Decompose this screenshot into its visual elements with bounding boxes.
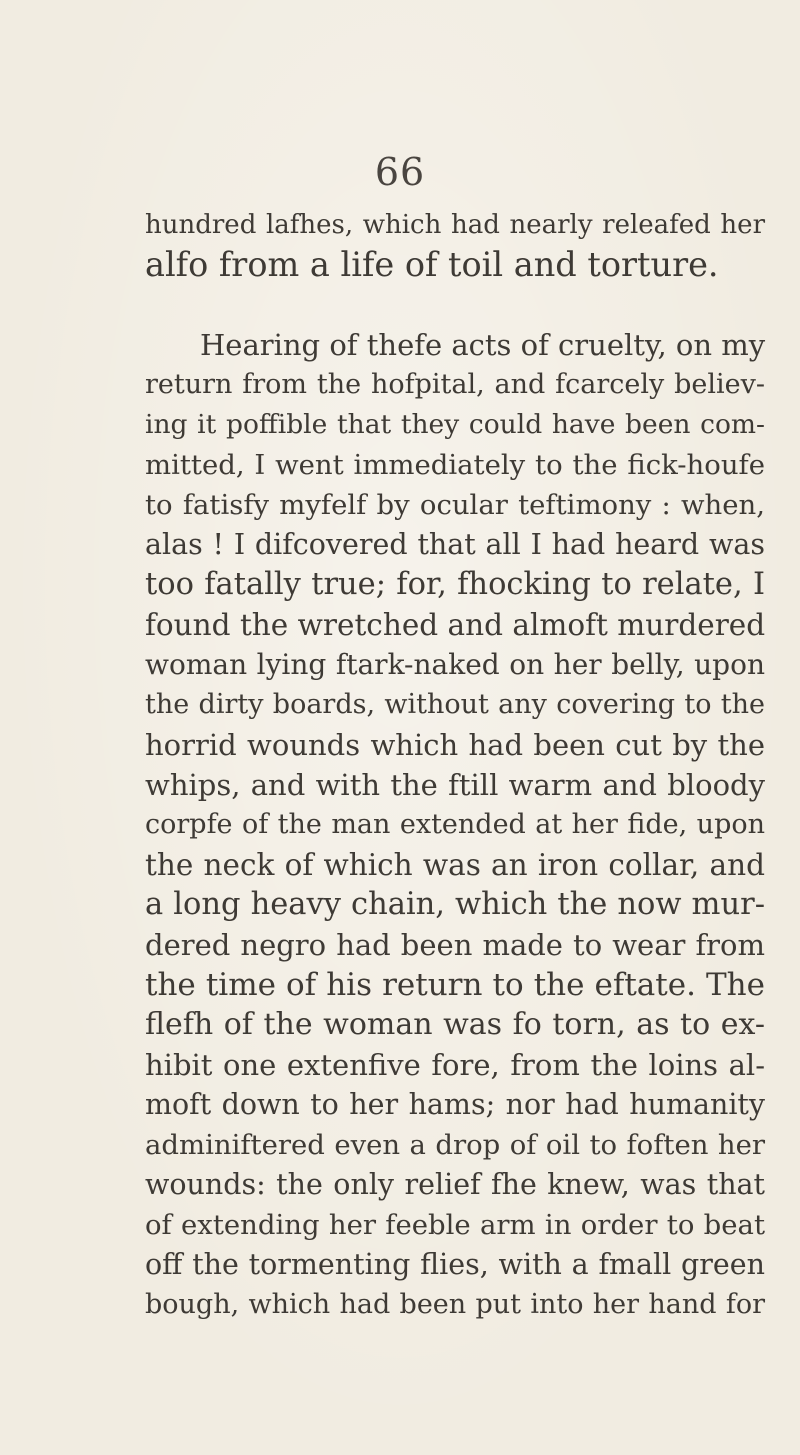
text-line: a long heavy chain, which the now mur- xyxy=(145,887,765,922)
text-line: off the tormenting flies, with a fmall green xyxy=(145,1248,765,1281)
text-line: to fatisfy myfelf by ocular teftimony : when, xyxy=(145,489,765,521)
text-line: mitted, I went immediately to the fick-houfe xyxy=(145,449,765,481)
text-line: horrid wounds which had been cut by the xyxy=(145,728,765,762)
text-line: return from the hofpital, and fcarcely believ- xyxy=(145,369,765,400)
paragraph-start-line: Hearing of thefe acts of cruelty, on my xyxy=(200,328,766,362)
text-line: alas ! I difcovered that all I had heard was xyxy=(145,528,765,561)
text-line: hibit one extenfive fore, from the loins al- xyxy=(145,1048,765,1082)
text-line: flefh of the woman was fo torn, as to ex- xyxy=(145,1007,765,1042)
text-line: wounds: the only relief fhe knew, was that xyxy=(145,1168,765,1201)
text-line: of extending her feeble arm in order to beat xyxy=(145,1209,765,1241)
text-line: corpfe of the man extended at her fide, upon xyxy=(145,809,765,840)
text-line: dered negro had been made to wear from xyxy=(145,928,765,962)
text-line: ing it poffible that they could have been com- xyxy=(145,409,765,440)
text-line: bough, which had been put into her hand for xyxy=(145,1289,765,1320)
text-line: the neck of which was an iron collar, and xyxy=(145,848,765,882)
text-line: moft down to her hams; nor had humanity xyxy=(145,1088,765,1121)
text-line: woman lying ftark-naked on her belly, upon xyxy=(145,648,765,681)
text-line: hundred lafhes, which had nearly releafed her xyxy=(145,210,765,240)
text-line: found the wretched and almoft murdered xyxy=(145,608,766,642)
text-line: the time of his return to the eftate. The xyxy=(145,967,765,1003)
text-line: adminiftered even a drop of oil to foften her xyxy=(145,1129,765,1161)
text-line: the dirty boards, without any covering to the xyxy=(145,689,765,720)
text-line: too fatally true; for, fhocking to relate, I xyxy=(145,567,765,602)
page-number: 66 xyxy=(374,150,426,194)
text-line: whips, and with the ftill warm and bloody xyxy=(145,768,765,802)
text-line: alfo from a life of toil and torture. xyxy=(145,245,719,284)
